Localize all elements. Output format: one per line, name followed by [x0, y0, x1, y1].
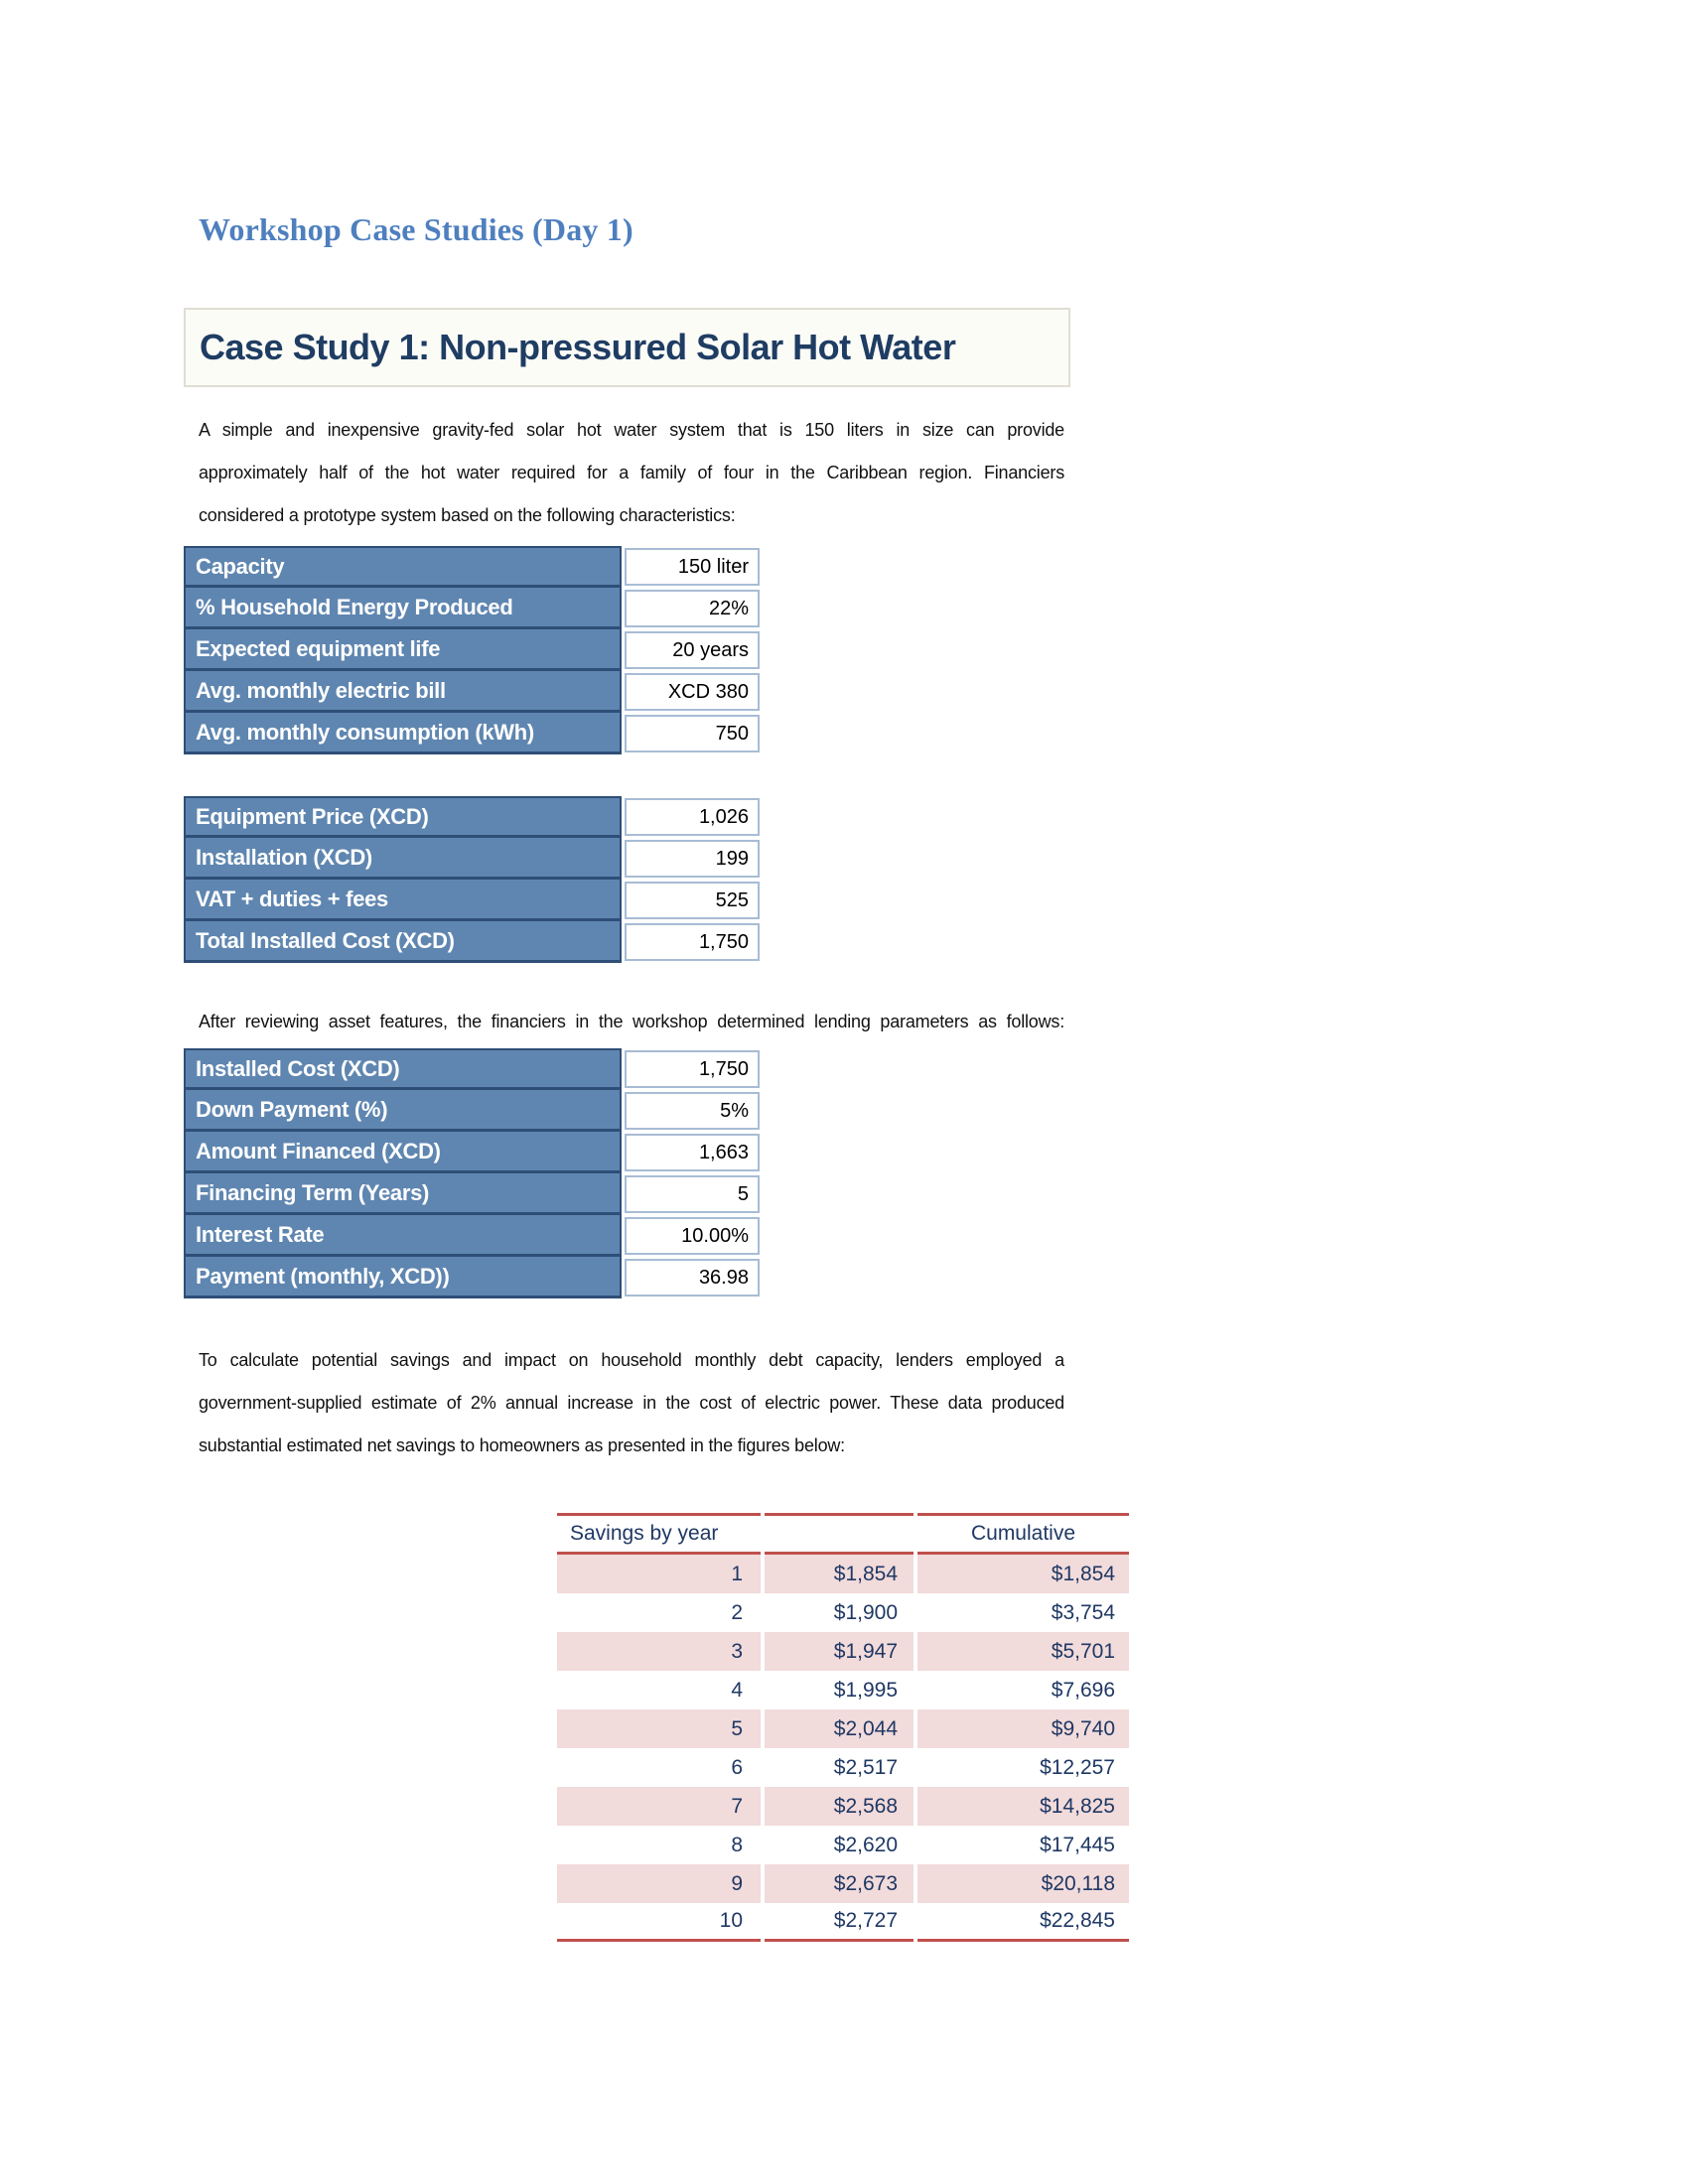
year-cell: 10: [557, 1903, 761, 1942]
savings-cell: $2,517: [765, 1748, 914, 1787]
year-cell: 6: [557, 1748, 761, 1787]
paragraph-line: To calculate potential savings and impact on household monthly debt capacity, lenders employed a: [199, 1350, 1064, 1370]
row-value-cell: 199: [625, 840, 760, 878]
table-row: [184, 546, 760, 588]
row-value-cell: 750: [625, 715, 760, 752]
savings-cell: $1,900: [765, 1593, 914, 1632]
row-label-cell: Capacity: [184, 546, 622, 588]
year-cell: 2: [557, 1593, 761, 1632]
cumulative-cell: $3,754: [917, 1593, 1129, 1632]
row-label-cell: Installed Cost (XCD): [184, 1048, 622, 1090]
paragraph-line: considered a prototype system based on the following characteristics:: [199, 505, 736, 525]
row-value-cell: 1,750: [625, 923, 760, 961]
table-row: [184, 880, 760, 921]
savings-cell: $1,947: [765, 1632, 914, 1671]
row-value-cell: 10.00%: [625, 1217, 760, 1255]
table-row: [184, 1090, 760, 1132]
row-label-cell: Total Installed Cost (XCD): [184, 921, 622, 963]
case-study-heading-box: [184, 308, 1070, 387]
savings-column-header: Savings by year: [557, 1513, 761, 1555]
row-label-cell: VAT + duties + fees: [184, 880, 622, 921]
row-value-cell: 1,663: [625, 1134, 760, 1171]
row-label-cell: Payment (monthly, XCD)): [184, 1257, 622, 1298]
savings-cell: $2,673: [765, 1864, 914, 1903]
row-label-cell: % Household Energy Produced: [184, 588, 622, 629]
paragraph-line: approximately half of the hot water required for a family of four in the Caribbean region. Financiers: [199, 463, 1064, 482]
row-label-cell: Equipment Price (XCD): [184, 796, 622, 838]
row-value-cell: 525: [625, 882, 760, 919]
table-row: [184, 629, 760, 671]
cost-table: [184, 796, 760, 963]
row-label-cell: Financing Term (Years): [184, 1173, 622, 1215]
year-cell: 7: [557, 1787, 761, 1826]
savings-cell: $2,620: [765, 1826, 914, 1864]
savings-cell: $1,854: [765, 1555, 914, 1593]
savings-cell: $2,568: [765, 1787, 914, 1826]
lending-table: [184, 1048, 760, 1298]
paragraph-line: government-supplied estimate of 2% annual increase in the cost of electric power. These data produced: [199, 1393, 1064, 1413]
table-row: [184, 1215, 760, 1257]
table-row: [184, 796, 760, 838]
row-value-cell: 20 years: [625, 631, 760, 669]
row-value-cell: 5%: [625, 1092, 760, 1130]
cumulative-cell: $9,740: [917, 1709, 1129, 1748]
row-value-cell: 5: [625, 1175, 760, 1213]
cumulative-cell: $22,845: [917, 1903, 1129, 1942]
row-label-cell: Amount Financed (XCD): [184, 1132, 622, 1173]
row-label-cell: Installation (XCD): [184, 838, 622, 880]
cumulative-cell: $12,257: [917, 1748, 1129, 1787]
table-row: [184, 671, 760, 713]
year-cell: 1: [557, 1555, 761, 1593]
characteristics-table: [184, 546, 760, 754]
savings-cell: $1,995: [765, 1671, 914, 1709]
row-label-cell: Down Payment (%): [184, 1090, 622, 1132]
page-title: Workshop Case Studies (Day 1): [199, 211, 633, 247]
year-cell: 4: [557, 1671, 761, 1709]
cumulative-cell: $7,696: [917, 1671, 1129, 1709]
paragraph-line: A simple and inexpensive gravity-fed solar hot water system that is 150 liters in size can provide: [199, 420, 1064, 440]
table-row: [184, 588, 760, 629]
row-value-cell: 150 liter: [625, 548, 760, 586]
row-value-cell: 1,026: [625, 798, 760, 836]
savings-intro-paragraph: [199, 1339, 1064, 1467]
table-row: [184, 1173, 760, 1215]
year-cell: 5: [557, 1709, 761, 1748]
year-cell: 9: [557, 1864, 761, 1903]
row-label-cell: Avg. monthly electric bill: [184, 671, 622, 713]
savings-cell: $2,727: [765, 1903, 914, 1942]
paragraph-line: After reviewing asset features, the financiers in the workshop determined lending parameters as follows:: [199, 1012, 1064, 1031]
year-cell: 3: [557, 1632, 761, 1671]
cumulative-cell: $5,701: [917, 1632, 1129, 1671]
cumulative-cell: $1,854: [917, 1555, 1129, 1593]
case-study-title: Case Study 1: Non-pressured Solar Hot Water: [200, 327, 956, 367]
lending-intro-paragraph: [199, 1001, 1064, 1043]
row-value-cell: XCD 380: [625, 673, 760, 711]
row-value-cell: 22%: [625, 590, 760, 627]
row-label-cell: Avg. monthly consumption (kWh): [184, 713, 622, 754]
savings-column-header-empty: [765, 1513, 914, 1555]
cumulative-cell: $17,445: [917, 1826, 1129, 1864]
cumulative-column-header: Cumulative: [917, 1513, 1129, 1555]
table-row: [184, 1132, 760, 1173]
row-label-cell: Expected equipment life: [184, 629, 622, 671]
table-row: [184, 1257, 760, 1298]
row-value-cell: 1,750: [625, 1050, 760, 1088]
year-cell: 8: [557, 1826, 761, 1864]
table-row: [184, 838, 760, 880]
row-label-cell: Interest Rate: [184, 1215, 622, 1257]
cumulative-cell: $20,118: [917, 1864, 1129, 1903]
paragraph-line: substantial estimated net savings to homeowners as presented in the figures below:: [199, 1435, 845, 1455]
savings-cell: $2,044: [765, 1709, 914, 1748]
row-value-cell: 36.98: [625, 1259, 760, 1297]
intro-paragraph: [199, 409, 1064, 537]
cumulative-cell: $14,825: [917, 1787, 1129, 1826]
table-row: [184, 713, 760, 754]
savings-table: [557, 1513, 1129, 1942]
table-row: [184, 1048, 760, 1090]
table-row: [184, 921, 760, 963]
